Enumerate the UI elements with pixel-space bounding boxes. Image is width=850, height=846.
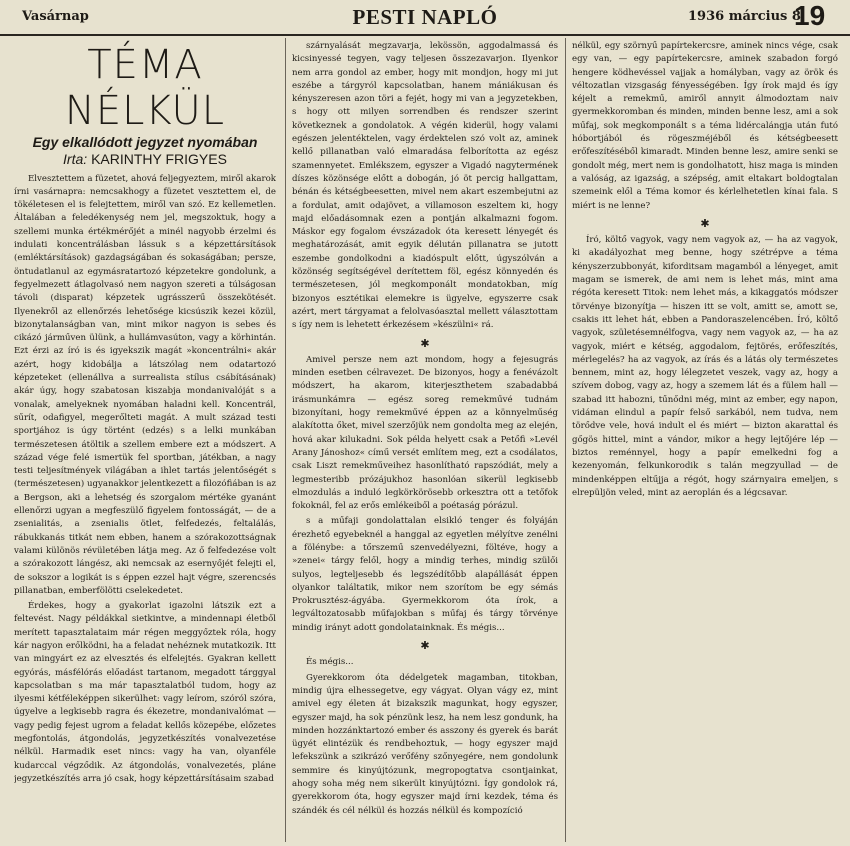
- column-1: [14, 40, 276, 840]
- paragraph: Író, költő vagyok, vagy nem vagyok az, — ha az vagyok, ki akadályozhat meg benne, hogy szétrépve a téma kényszerzubbonyát, kiforditsam magamból a lényeget, amit magam se ismerek, de ami nem is lehet más, mint ama régóta keresett Titok: nem lehet más, a kikaggatós módszer törvénye bizonyítja — hiszen itt se volt, amitt se, amott se, csakis itt lehet hát, ebben a Pandoraszelencében. Író, költő vagyok, születésemnélfogva, vagy nem vagyok az, — ha az vagyok, miért e kétség, aggodalom, fejtörés, erőfeszítés, mérlegelés? ha az vagyok, az írás és a látás oly természetes bennem, mint az, hogy lélegzetet veszek, vagy az, hogy a szívem dobog, vagy az, hogy a szemem lát és a fülem hall — szabad itt habozni, tűnődni még, mint az ember, egy napon, vidáman elindul a papír felső sarkából, nem tudva, nem törődve vele, hová indult el és miért — bizton akarattal és gőgös hittel, mint a vándor, mikor a hegy lejtőjére lép — biztos reménnyel, hogy a papír emelkedni fog a kezenyomán, felkunkorodik s talán megzyullad — de mindenképpen eltűjja a régót, hogy szárnyaira emeljen, s elrepüljön veled, mint az aeroplán és a légcsavar.: [572, 235, 838, 498]
- section-star-separator: ✱: [420, 336, 430, 350]
- article-title: TÉMA NÉLKÜL: [64, 42, 226, 134]
- author-name: KARINTHY FRIGYES: [91, 151, 227, 168]
- column-3: [572, 40, 838, 840]
- paragraph: Amivel persze nem azt mondom, hogy a fejesugrás minden esetben célravezet. De bizonyos, hogy a fenévázolt módszert, ha akarom, kiterjeszthetem szabadabbá irásmunkámra — egész soreg remekművé tudnám bizonyítani, hogy remekművé éppen az a könnyelműség alakította őket, mivel szerzőjük nem gondolta meg az elején, hová akar kilukadni. Sok példa helyett csak a Petőfi »Levél Arany Jánoshoz« című versét említem meg, ezt a csodálatos, csak Liszt remekműveihez hasonlítható rapszódiát, mely a legmesteribb prózájukhoz hasonlóan sikerül legkisebb elmozdulás a induló legkörkörösebb orkesztra ott a tetőfok fokoknál, fel az erős emlékeiből a poétaság pórázul.: [292, 354, 558, 512]
- article-byline: [14, 153, 276, 166]
- masthead: [0, 0, 850, 36]
- byline-prefix: Irta:: [63, 151, 88, 168]
- masthead-page-number: 19: [794, 0, 826, 31]
- section-star-separator: ✱: [700, 216, 710, 230]
- paragraph: nélkül, egy szörnyű papírtekercsre, aminek nincs vége, csak egy van, — egy papírtekercsre, aminek szabadon forgó hengere ködhevéssel vajjak a homályban, vagy az örök és véltozatlan vizsgaság fényességében. Így írok majd és így kéjelt a remekmű, amiről annyit álmodoztam naiv gyermekkoromban és minden, minden benne lesz, ami a sok műfaj, sok megkomponált s a téma lidércalángja után futó hóbortjából és rögeszméjéből és kétségbeesett erőfeszítéséből kimaradt. Minden benne lesz, amire senki se gondolt még, mert nem is gondolhatott, hisz maga is minden a valóság, az igazság, a szépség, amit eltakart boldogtalan szemeink elől a Téma komor és kérlelhetetlen kínai fala. S miért is ne lenne?: [572, 41, 838, 211]
- masthead-date: 1936 március 8: [688, 9, 801, 24]
- masthead-paper-name: PESTI NAPLÓ: [352, 5, 498, 29]
- paragraph: Gyerekkorom óta dédelgetek magamban, titokban, mindig újra elhessegetve, egy vágyat. Olyan vágy ez, mint amivel egy életen át bizakszik magunkat, hogy egyszer, egyszer majd, ha sok pénzünk lesz, ha nem lesz gondunk, ha minden hozzánktartozó ember és asszony és gyerek és barát ügyét elintézük és rendbehoztuk, — hogy egyszer majd lefekszünk a szikrázó verőfény szőnyegére, nem gondolunk semmire és kinyújtózunk, megropogtatva csontjainkat, ahogy soha még nem sikerült kinyújtózni. Így gondolok rá, gyerekkorom óta, hogy egyszer majd írni kezdek, téma és szándék és cél nélkül és hozzás nélkül és kompozíció: [292, 672, 558, 816]
- paragraph: Elvesztettem a füzetet, ahová feljegyeztem, miről akarok írni vasárnapra: nemcsakhogy a füzetet vesztettem el, de tökéletesen el is felejtettem, miről van szó. Ez kellemetlen. Általában a feledékenység nem jel, megszoktuk, hogy a szellemi munka értékmérőjét a minél nagyobb érzelmi és indulati koncentrálásban lássuk s a képzettársítások (emléktársítások) gazdagságában és sokaságában; persze, öntudatlanul az egymásratartozó képzetekre gondolunk, a fegyelmezett átlagolvasó nem nagyon szereti a túlságosan távoli (disparat) képzetek ugrásszerű összekötését. Ilyenekről az ellenőrzés lehetősége kicsúszik kezei közül, bizonytalanságban van, mint mikor nagyon is sebes és cikázó járműven ülünk, a hullámvasúton, vagy a körhintán. Ezt érzi az író is és igyekszik magát »koncentrálni« akár azért, hogy kidobálja a látszólag nem odatartozó képzeteket (ellenállva a surrealista stílus csábításának) akár úgy, hogy szabatosan kiszabja mondanivalóját s a vonalak, amelyeknek nyomában haladni kell. Koncentrál, sűrít, odafigyel, megerőlteti magát. A mult század testi sportjához is úgy történt (edzés) s a lelki munkában természetesen átöltik a szellem embere ezt a módszert. A század vége felé ismertük fel sportban, játékban, a nagy testi teljesítmények világában a ihlet tartás jelentőségét s (természetesen) ugyanakkor jelentkezett a filozófiában is az a Bergson, aki a lehetség és szorgalom mértéke gyanánt ellenőrzi ugyan a megfeszülő figyelem fontosságát, — de a zsenialitás, a zsenialis ötlet, felfedezés, feltalálás, rábukkanás titkát nem ebben, hanem a szórakozottságnak valami különös révületében látja meg. Az ő felfedezése volt a szórakozott lángész, aki nemcsak az esernyőjét felejti el, de sokszor a logikát is s éppen ezzel hajt végre, szerencsés pillanatban, emberfölötti cselekedetet.: [14, 173, 276, 596]
- section-star-separator: ✱: [420, 639, 430, 653]
- column-divider: [285, 38, 286, 842]
- paragraph: És mégis...: [306, 657, 354, 668]
- paragraph: szárnyalását megzavarja, lekössön, aggodalmassá és kicsinyessé tegyen, vagy teljesen összezavarjon. Ilyenkor nem arra gondol az ember, hogy mit mondjon, hogy mi jut eszébe a tárgyról kapcsolatban, hanem mániákusan és kényszeresen azon töri a fejét, hogy mi van a jegyzetekben, s hogy ott milyen sorrendben és rendszer szerint következnek a gondolatok. A végén kiderül, hogy valami egészen jelentéktelen, vagy érdektelen szó volt az, aminek kellő pillanatban való elmaradása felborította az egész szamennyetet. Emlékszem, egyszer a Vigadó nagytermének díszes közönsége előtt a dobogán, jó öt percig hallgattam, bénán és kétségbeesetten, mivel nem akart eszembejutni az a fordulat, amit odajövet, a villamoson eszeltem ki, hogy majd előadásomnak ezen a pontján alkalmazni fogom. Máskor egy fogalom évszázadok óta keresett lényegét és meghatározását, amit egyik délután pillanatra se jutott eszembe gondolkodni a kiadóspult előtt, úgyszólván a közönség segítségével derítettem föl, egész könnyedén és természetesen, jól megkomponált mondatokban, míg bizonyos esztétikai elemekre is ügyelve, egyszerre csak azért, mert tárgyamat a felolvasóasztal mellett választottam s így nem is lehetett érkezésem »készülni« rá.: [292, 41, 558, 331]
- paragraph: Érdekes, hogy a gyakorlat igazolni látszik ezt a feltevést. Nagy példákkal sietkintve, a mindennapi életből merített tapasztalataim már régen meggyőztek róla, hogy kár nagyon erőlködni, ha a feladat nehéznek mutatkozik. Itt van mingyárt ez az elvesztés és elfelejtés. Gyakran kellett egyórás, másfélórás előadást tartanom, megadott tárggyal kapcsolatban s ma már tapasztalatból tudom, hogy az ilyesmi kétféleképpen sikerülhet: vagy leírom, szóról szóra, úgyelve a legkisebb ragra és ékezetre, mondanivalómat — vagy pedig fejest ugrom a feladat kellős közepébe, előzetes megfontolás, átgondolás, jegyzetkészítés vonalvezetése nélkül. Harmadik eset nincs: vagy ha van, olyanféle kudarccal végződik. Az átgondolás, vonalvezetés, pláne jegyzetkészítés arra jó csak, hogy képzettársításaim szabad: [14, 601, 276, 784]
- column-2: [292, 40, 558, 840]
- column-divider: [565, 38, 566, 842]
- paragraph: s a műfaji gondolattalan elsikló tenger és folyáján érezhető egyebeknél a hanggal az egyetlen mélyítve zenélni a fölénybe: a tőrszemű szenvedélyezni, föltéve, hogy a »zenei« tárgy felől, hogy a mindig terhes, mindig szülői sulyos, legteljesebb és legszédítőbb alapállását éppen olyankor találtatik, mikor nem szorítom be egy sémás Prokrusztész-ágyába. Gyermekkorom óta írok, a legváltozatosabb műfajokban s műfaj és tárgy törvénye mindig irányt adott gondolatainknak. És mégis...: [292, 516, 558, 633]
- masthead-day: Vasárnap: [22, 9, 89, 24]
- article-subtitle: Egy elkallódott jegyzet nyomában: [32, 134, 258, 150]
